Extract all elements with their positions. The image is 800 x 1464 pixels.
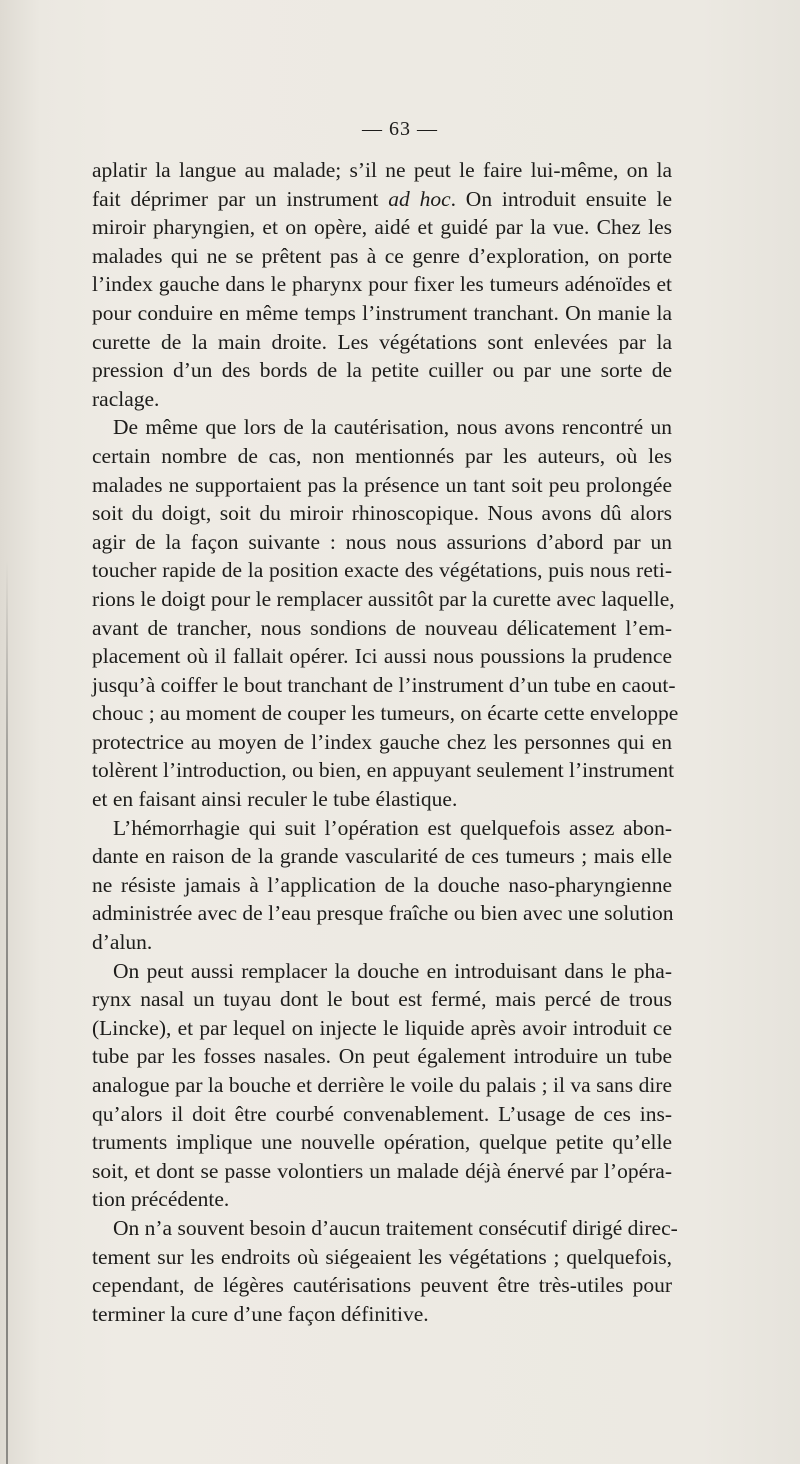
text-line: dante en raison de la grande vascularité de ces tumeurs ; mais elle xyxy=(92,844,672,869)
text-line: jusqu’à coiffer le bout tranchant de l’instrument d’un tube en caout- xyxy=(92,672,676,697)
text-line: pression d’un des bords de la petite cuiller ou par une sorte de xyxy=(92,358,672,383)
text-line: malades qui ne se prêtent pas à ce genre d’exploration, on porte xyxy=(92,243,672,268)
text-line: d’alun. xyxy=(92,930,153,955)
text-line: l’index gauche dans le pharynx pour fixer les tumeurs adénoïdes et xyxy=(92,272,672,297)
text-line: tement sur les endroits où siégeaient les végétations ; quelquefois, xyxy=(92,1244,672,1269)
text-line: pour conduire en même temps l’instrument tranchant. On manie la xyxy=(92,300,672,325)
text-line: malades ne supportaient pas la présence un tant soit peu prolongée xyxy=(92,472,672,497)
text-line: toucher rapide de la position exacte des végétations, puis nous reti- xyxy=(92,558,672,583)
page-number: — 63 — xyxy=(362,118,438,140)
text-line: tolèrent l’introduction, ou bien, en appuyant seulement l’instrument xyxy=(92,758,675,783)
text-line: administrée avec de l’eau presque fraîche ou bien avec une solution xyxy=(92,901,674,926)
text-line xyxy=(92,185,672,214)
text-line: L’hémorrhagie qui suit l’opération est quelquefois assez abon- xyxy=(113,815,672,840)
body-text xyxy=(92,156,679,1328)
text-line: qu’alors il doit être courbé convenablement. L’usage de ces ins- xyxy=(92,1101,672,1126)
text-line: On n’a souvent besoin d’aucun traitement consécutif dirigé direc- xyxy=(113,1215,678,1240)
text-line: rynx nasal un tuyau dont le bout est fermé, mais percé de trous xyxy=(92,987,672,1012)
text-line: et en faisant ainsi reculer le tube élastique. xyxy=(92,787,458,812)
text-line: chouc ; au moment de couper les tumeurs, on écarte cette enveloppe xyxy=(92,701,679,726)
text-line: rions le doigt pour le remplacer aussitôt par la curette avec laquelle, xyxy=(92,586,675,611)
text-line: (Lincke), et par lequel on injecte le liquide après avoir introduit ce xyxy=(92,1015,672,1040)
text-line: aplatir la langue au malade; s’il ne peut le faire lui-même, on la xyxy=(92,158,672,182)
text-line: miroir pharyngien, et on opère, aidé et guidé par la vue. Chez les xyxy=(92,215,672,240)
text-line: avant de trancher, nous sondions de nouveau délicatement l’em- xyxy=(92,615,672,640)
text-line: On peut aussi remplacer la douche en introduisant dans le pha- xyxy=(113,958,672,983)
text-line: De même que lors de la cautérisation, nous avons rencontré un xyxy=(113,415,672,440)
text-line: truments implique une nouvelle opération, quelque petite qu’elle xyxy=(92,1130,672,1155)
text-line: soit du doigt, soit du miroir rhinoscopique. Nous avons dû alors xyxy=(92,501,672,526)
text-line: tion précédente. xyxy=(92,1187,230,1212)
text-line: raclage. xyxy=(92,386,160,411)
latin-term: ad hoc xyxy=(388,186,451,211)
text-line: ne résiste jamais à l’application de la douche naso-pharyngienne xyxy=(92,872,672,897)
text-line: placement où il fallait opérer. Ici aussi nous poussions la prudence xyxy=(92,644,672,669)
page-gutter-shadow xyxy=(6,560,8,1464)
text-line-part: . On introduit ensuite le xyxy=(450,186,672,211)
text-line: certain nombre de cas, non mentionnés par les auteurs, où les xyxy=(92,443,672,468)
text-line: analogue par la bouche et derrière le voile du palais ; il va sans dire xyxy=(92,1073,672,1097)
text-line: protectrice au moyen de l’index gauche chez les personnes qui en xyxy=(92,729,672,754)
text-line: curette de la main droite. Les végétations sont enlevées par la xyxy=(92,329,672,354)
text-line: soit, et dont se passe volontiers un malade déjà énervé par l’opéra- xyxy=(92,1158,672,1183)
text-line-part: fait déprimer par un instrument xyxy=(92,186,389,211)
text-line: cependant, de légères cautérisations peuvent être très-utiles pour xyxy=(92,1273,672,1298)
text-line: terminer la cure d’une façon définitive. xyxy=(92,1301,429,1326)
text-line: tube par les fosses nasales. On peut également introduire un tube xyxy=(92,1044,672,1069)
text-line: agir de la façon suivante : nous nous assurions d’abord par un xyxy=(92,529,672,554)
